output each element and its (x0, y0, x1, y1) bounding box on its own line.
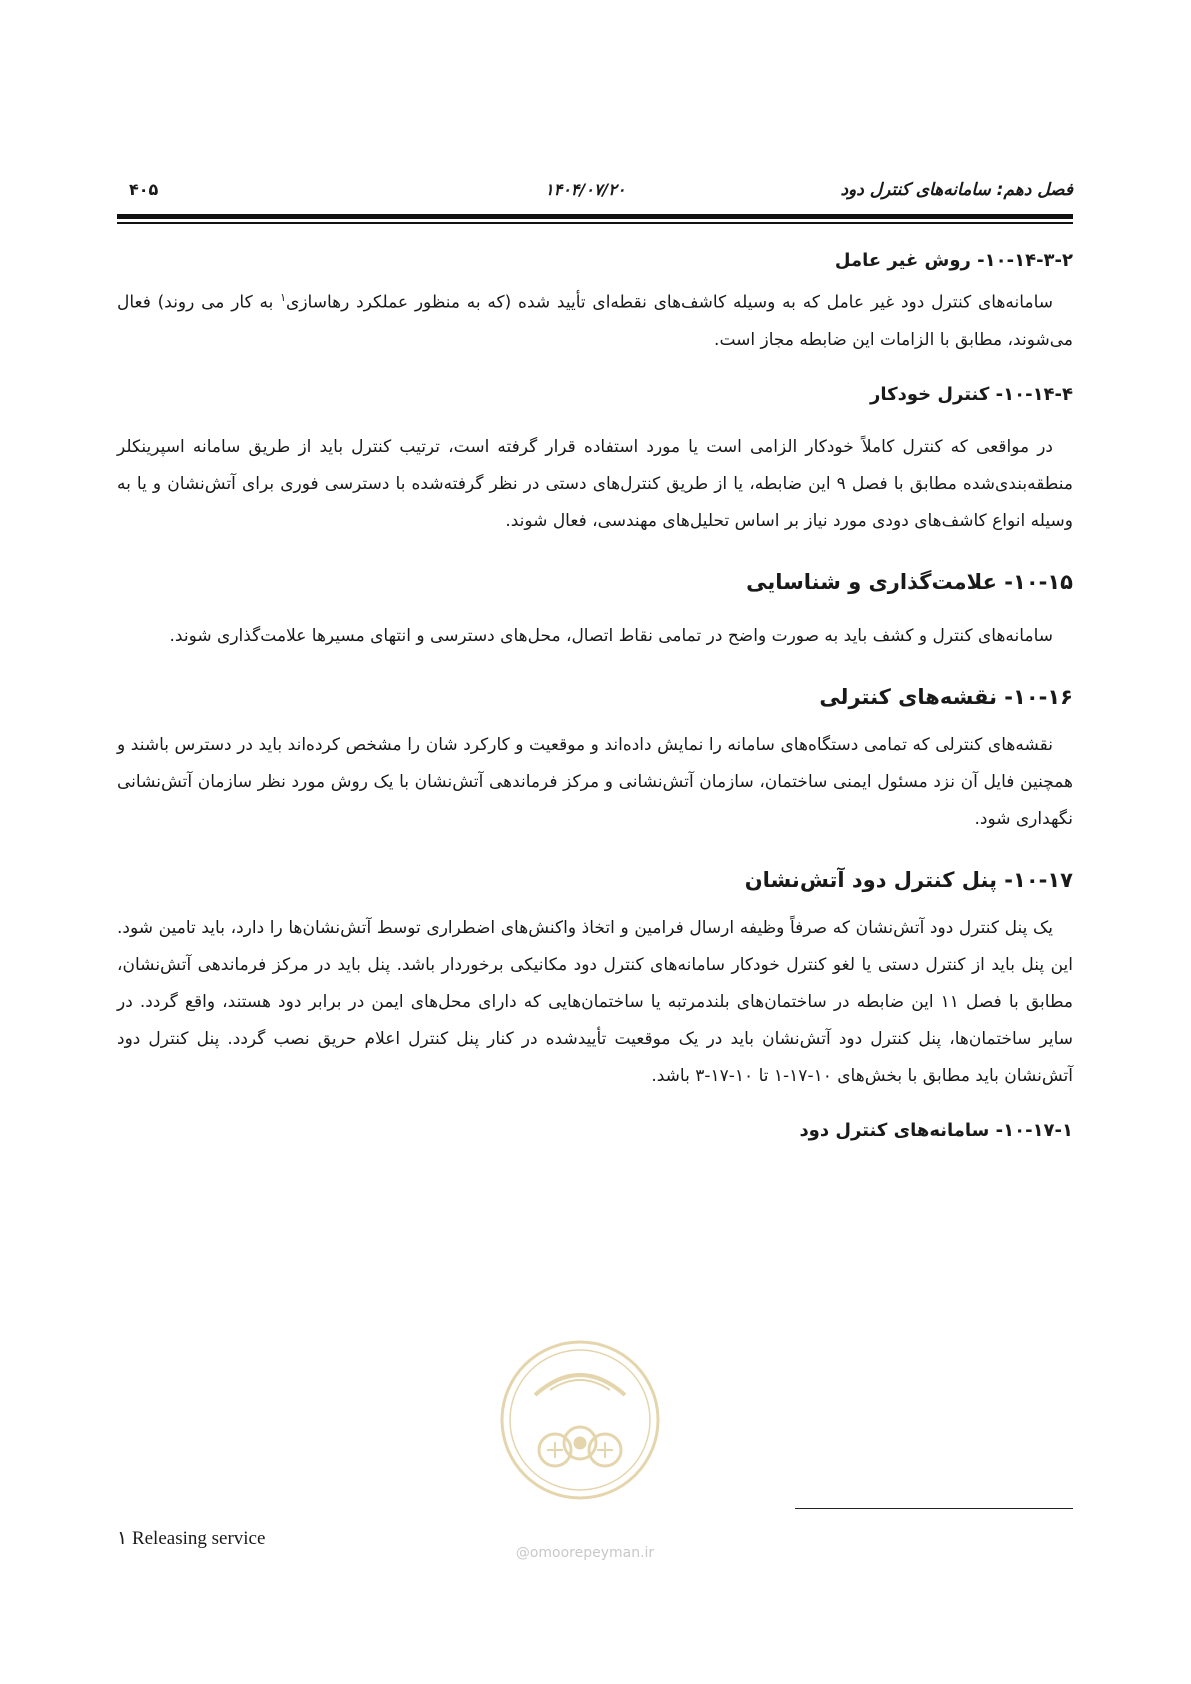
section-heading: ۱۰-۱۵- علامت‌گذاری و شناسایی (746, 569, 1073, 594)
footnote: ۱ Releasing service (117, 1528, 266, 1549)
section-heading: ۱۰-۱۴-۴- کنترل خودکار (870, 383, 1073, 405)
section-heading: ۱۰-۱۷- پنل کنترل دود آتش‌نشان (744, 867, 1073, 892)
paragraph: در مواقعی که کنترل کاملاً خودکار الزامی است یا مورد استفاده قرار گرفته است، ترتیب کنترل باید از طریق سامانه اسپرینکلر منطقه‌بندی‌شده مطابق با فصل ۹ این ضابطه، یا از طریق کنترل‌های دستی در نظر گرفته‌شده با دسترسی فوری برای آتش‌نشان و یا به وسیله انواع کاشف‌های دودی مورد نیاز بر اساس تحلیل‌های مهندسی، فعال شوند. (117, 436, 1073, 531)
footnote-ref: ۱ (280, 291, 287, 304)
paragraph: یک پنل کنترل دود آتش‌نشان که صرفاً وظیفه ارسال فرامین و اتخاذ واکنش‌های اضطراری توسط آتش‌نشان‌ها را دارد، باید تامین شود. این پنل باید از کنترل دستی یا لغو کنترل خودکار سامانه‌های کنترل دود مکانیکی برخوردار باشد. پنل باید در مرکز فرماندهی آتش‌نشان، مطابق با فصل ۱۱ این ضابطه در ساختمان‌های بلندمرتبه یا ساختمان‌هایی که دارای محل‌های ایمن در برابر دود هستند، واقع گردد. در سایر ساختمان‌ها، پنل کنترل دود آتش‌نشان باید در یک موقعیت تأییدشده در کنار پنل کنترل اعلام حریق نصب گردد. پنل کنترل دود آتش‌نشان باید مطابق با بخش‌های ۱۰-۱۷-۱ تا ۱۰-۱۷-۳ باشد. (117, 917, 1073, 1086)
watermark-url: @omoorepeyman.ir (515, 1545, 655, 1561)
page-header (117, 180, 1073, 210)
page-body (117, 245, 1073, 1147)
header-date: ۱۴۰۴/۰۷/۲۰ (545, 180, 626, 199)
section-heading: ۱۰-۱۶- نقشه‌های کنترلی (819, 684, 1073, 709)
section-heading: ۱۰-۱۷-۱- سامانه‌های کنترل دود (799, 1119, 1073, 1141)
paragraph-text: به کار می روند) فعال می‌شوند، مطابق با الزامات این ضابطه مجاز است. (117, 292, 1073, 350)
header-rule-thin (117, 222, 1073, 224)
paragraph-text: سامانه‌های کنترل دود غیر عامل که به وسیله کاشف‌های نقطه‌ای تأیید شده (که به منظور عملکرد رهاسازی (286, 292, 1053, 313)
header-rule-thick (117, 214, 1073, 219)
paragraph: سامانه‌های کنترل و کشف باید به صورت واضح در تمامی نقاط اتصال، محل‌های دسترسی و انتهای مسیرها علامت‌گذاری شوند. (169, 625, 1053, 646)
footnote-rule (795, 1508, 1073, 1509)
page-number: ۴۰۵ (129, 180, 159, 199)
section-heading: ۱۰-۱۴-۳-۲- روش غیر عامل (834, 250, 1073, 271)
paragraph: نقشه‌های کنترلی که تمامی دستگاه‌های سامانه را نمایش داده‌اند و موقعیت و کارکرد شان را مشخص کرده‌اند باید در دسترس باشند و همچنین فایل آن نزد مسئول ایمنی ساختمان، سازمان آتش‌نشانی و مرکز فرماندهی آتش‌نشان با یک روش مورد نظر سازمان آتش‌نشانی نگهداری شود. (117, 734, 1073, 829)
paragraph (117, 279, 1073, 359)
watermark-seal-icon (495, 1335, 665, 1505)
chapter-title: فصل دهم: سامانه‌های کنترل دود (840, 180, 1073, 200)
